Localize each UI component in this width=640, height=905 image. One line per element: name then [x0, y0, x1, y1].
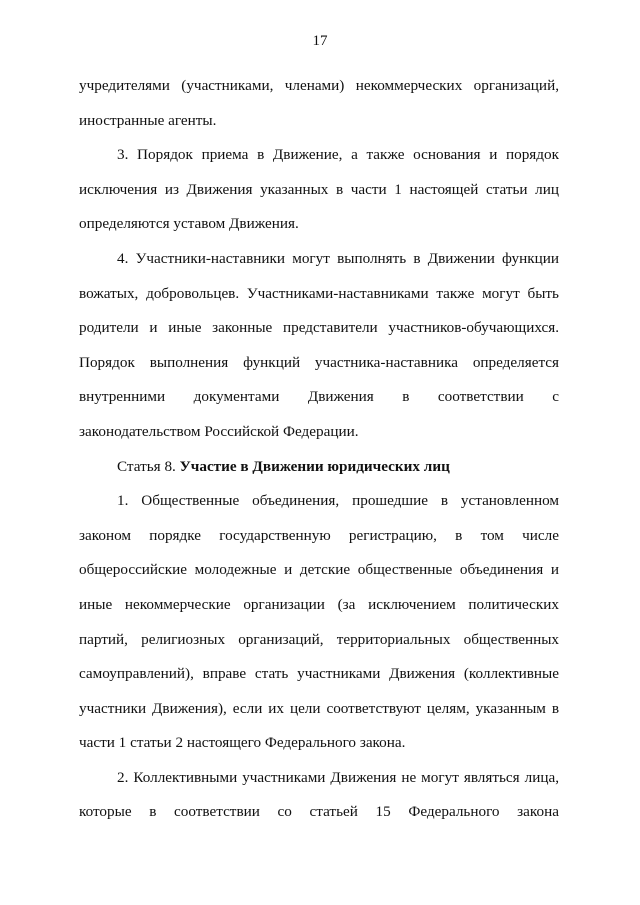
page-number: 17 [312, 33, 328, 49]
paragraph-continuation: учредителями (участниками, членами) некоммерческих организаций, иностранные агенты. [79, 77, 559, 129]
article-title: Участие в Движении юридических лиц [179, 457, 450, 475]
article-paragraph-1: 1. Общественные объединения, прошедшие в установленном законом порядке государственную регистрацию, в том числе общероссийские молодежные и детские общественные объединения и иные некоммерческие организации (за исключением политических партий, религиозных организаций, территориальных общественных самоуправлений), вправе стать участниками Движения (коллективные участники Движения), если их цели соответствуют целям, указанным в части 1 статьи 2 настоящего Федерального закона. [79, 492, 559, 752]
paragraph-3: 3. Порядок приема в Движение, а также основания и порядок исключения из Движения указанных в части 1 настоящей статьи лиц определяются уставом Движения. [79, 146, 559, 233]
article-label: Статья 8. [117, 457, 176, 475]
article-paragraph-2: 2. Коллективными участниками Движения не могут являться лица, которые в соответствии со статьей 15 Федерального закона [79, 768, 559, 821]
document-body [79, 69, 559, 830]
paragraph-4: 4. Участники-наставники могут выполнять в Движении функции вожатых, добровольцев. Участниками-наставниками также могут быть родители и иные законные представители участников-обучающихся. Порядок выполнения функций участника-наставника определяется внутренними документами Движения в соответствии с законодательством Российской Федерации. [79, 249, 559, 440]
article-heading [79, 450, 559, 485]
